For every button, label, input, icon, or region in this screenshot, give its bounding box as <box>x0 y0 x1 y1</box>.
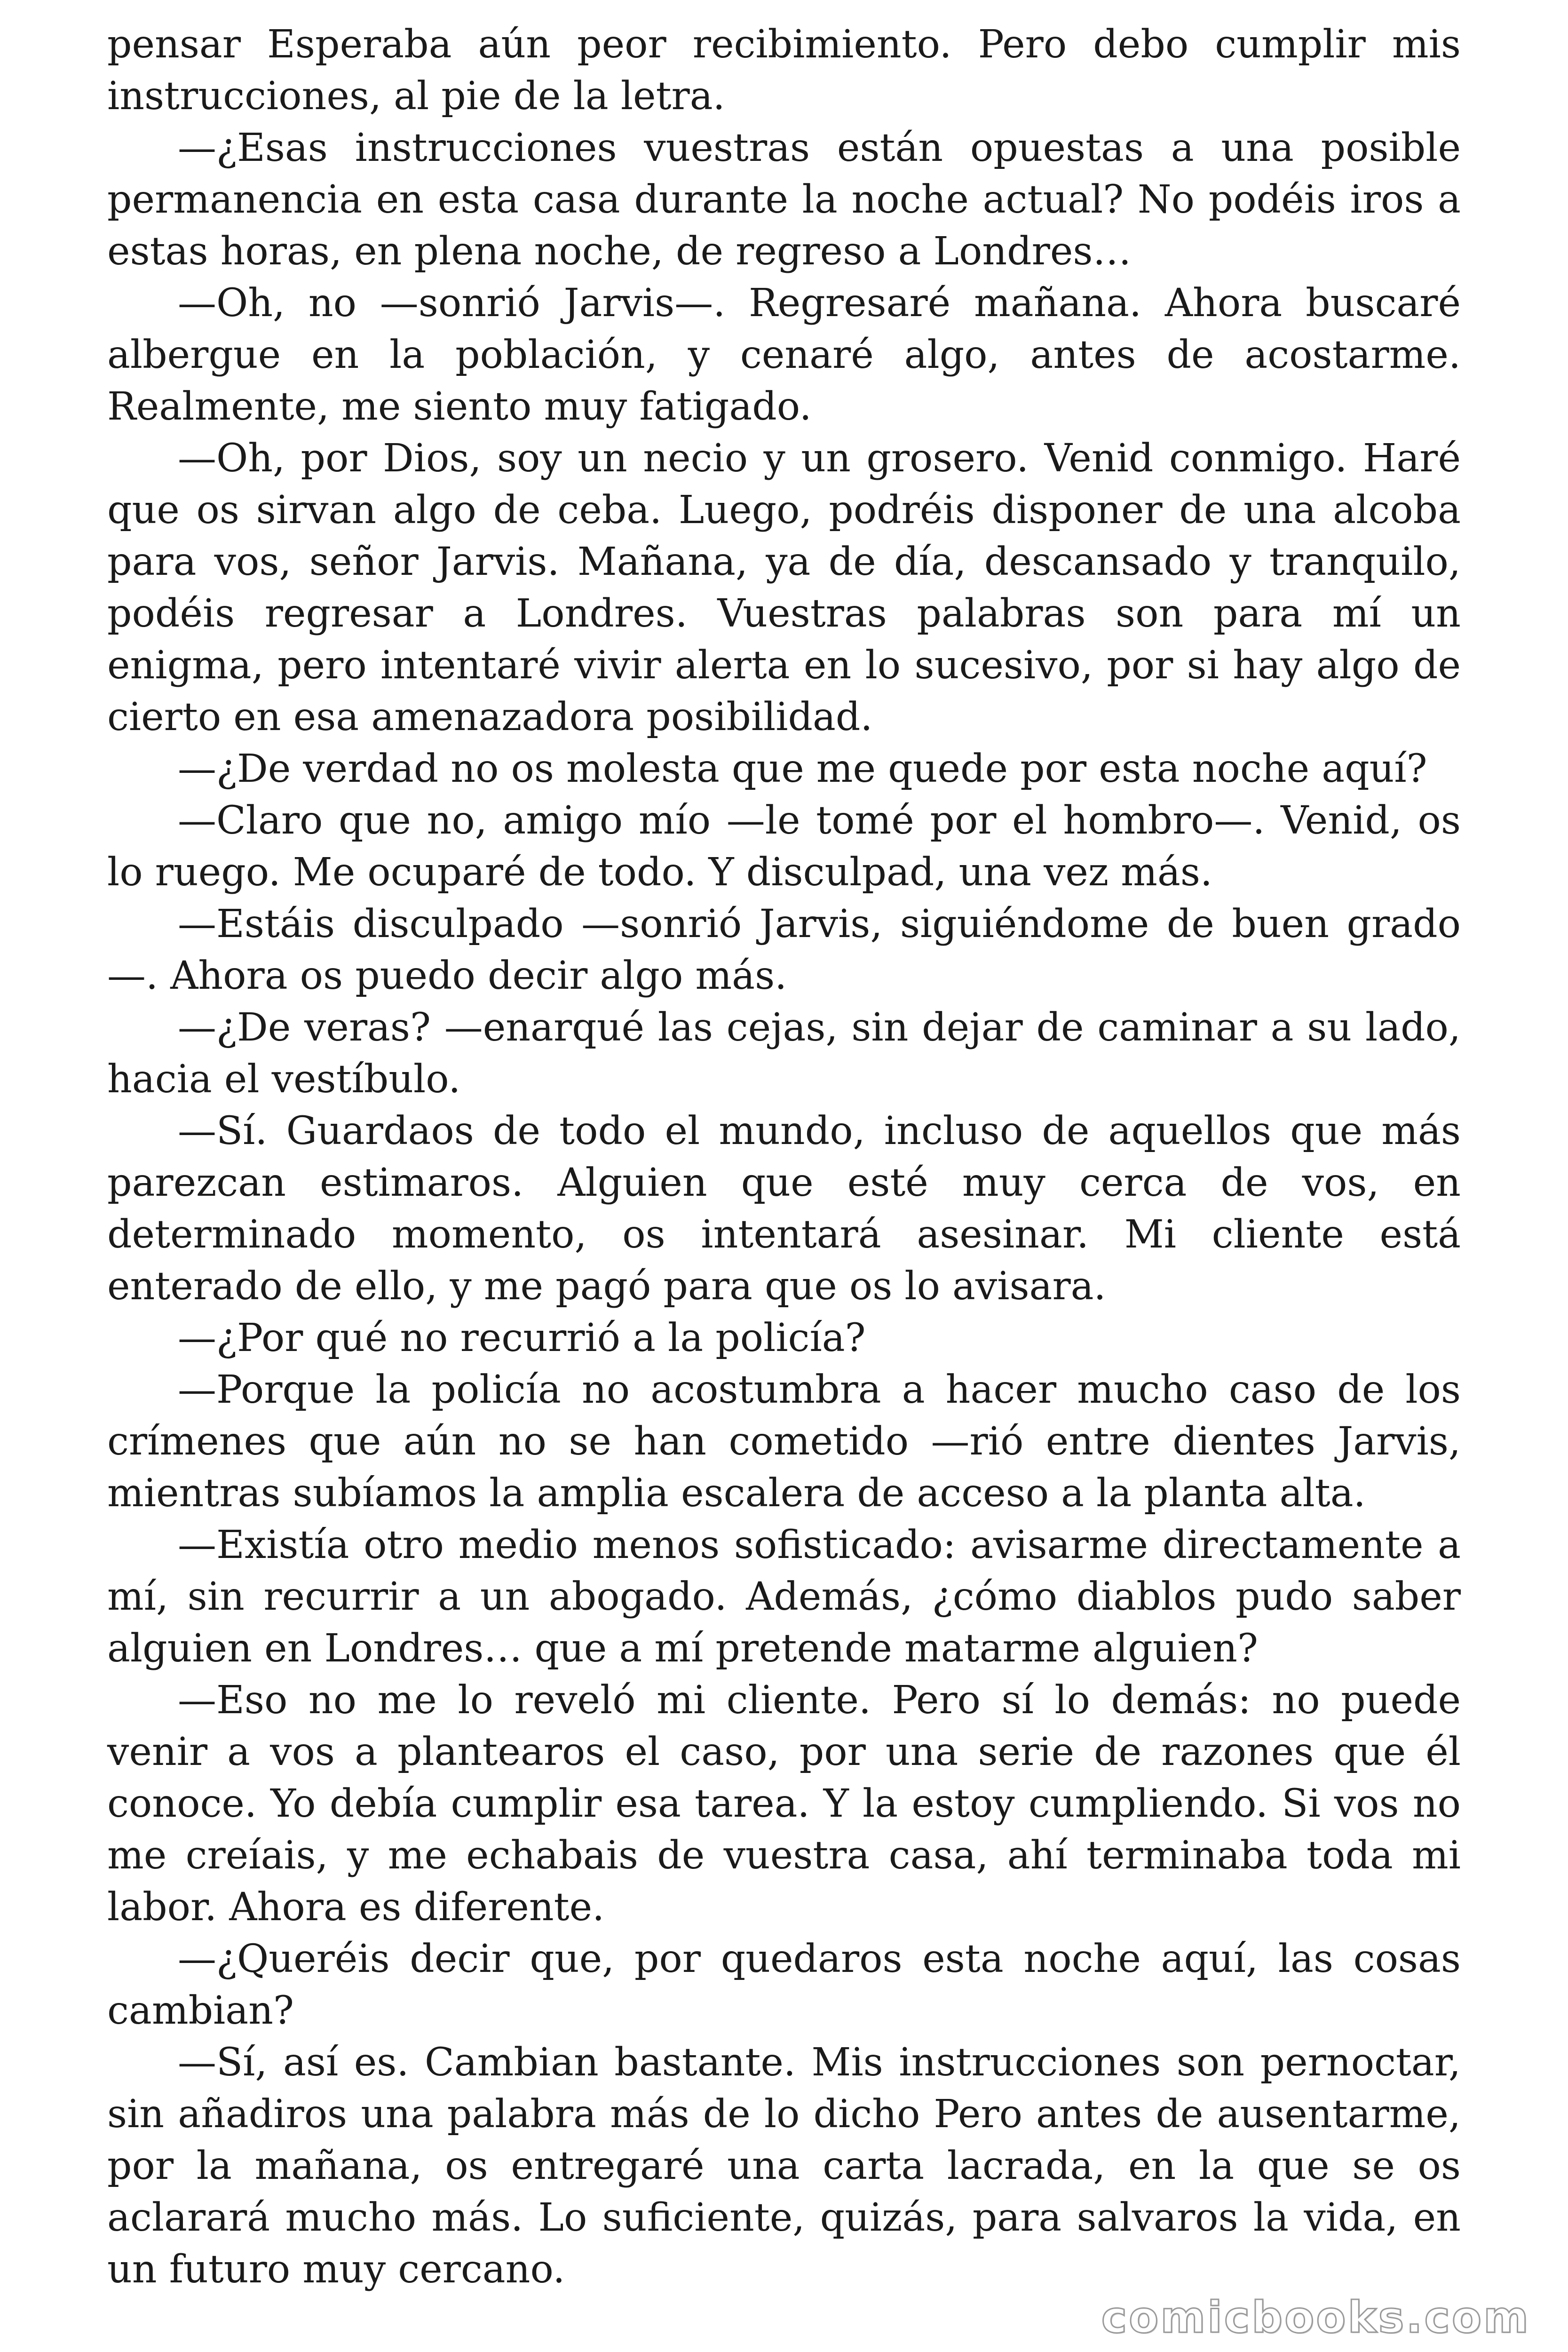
page-text <box>107 19 1461 2296</box>
paragraph: —Claro que no, amigo mío —le tomé por el hombro—. Venid, os lo ruego. Me ocuparé de todo. Y disculpad, una vez más. <box>107 798 1461 895</box>
paragraph: —Porque la policía no acostumbra a hacer mucho caso de los crímenes que aún no se han cometido —rió entre dientes Jarvis, mientras subíamos la amplia escalera de acceso a la planta alta. <box>107 1367 1461 1516</box>
paragraph: —Sí. Guardaos de todo el mundo, incluso de aquellos que más parezcan estimaros. Alguien que esté muy cerca de vos, en determinado momento, os intentará asesinar. Mi cliente está enterado de ello, y me pagó para que os lo avisara. <box>107 1109 1461 1309</box>
paragraph: —Sí, así es. Cambian bastante. Mis instrucciones son pernoctar, sin añadiros una palabra más de lo dicho Pero antes de ausentarme, por la mañana, os entregaré una carta lacrada, en la que se os aclarará mucho más. Lo suficiente, quizás, para salvaros la vida, en un futuro muy cercano. <box>107 2040 1461 2292</box>
paragraph: —Existía otro medio menos sofisticado: avisarme directamente a mí, sin recurrir a un abogado. Además, ¿cómo diablos pudo saber alguien en Londres… que a mí pretende matarme alguien? <box>107 1523 1461 1671</box>
paragraph: —¿Esas instrucciones vuestras están opuestas a una posible permanencia en esta casa durante la noche actual? No podéis iros a estas horas, en plena noche, de regreso a Londres… <box>107 126 1461 274</box>
paragraph: —¿Queréis decir que, por quedaros esta noche aquí, las cosas cambian? <box>107 1937 1461 2033</box>
paragraph: pensar Esperaba aún peor recibimiento. Pero debo cumplir mis instrucciones, al pie de la letra. <box>107 22 1461 119</box>
paragraph: —Oh, no —sonrió Jarvis—. Regresaré mañana. Ahora buscaré albergue en la población, y cenaré algo, antes de acostarme. Realmente, me siento muy fatigado. <box>107 281 1461 429</box>
paragraph: —Eso no me lo reveló mi cliente. Pero sí lo demás: no puede venir a vos a plantearos el caso, por una serie de razones que él conoce. Yo debía cumplir esa tarea. Y la estoy cumpliendo. Si vos no me creíais, y me echabais de vuestra casa, ahí terminaba toda mi labor. Ahora es diferente. <box>107 1678 1461 1930</box>
watermark: comicbooks.com <box>1101 2292 1530 2343</box>
paragraph: —¿De verdad no os molesta que me quede por esta noche aquí? <box>178 747 1427 791</box>
paragraph: —Oh, por Dios, soy un necio y un grosero. Venid conmigo. Haré que os sirvan algo de ceba. Luego, podréis disponer de una alcoba para vos, señor Jarvis. Mañana, ya de día, descansado y tranquilo, podéis regresar a Londres. Vuestras palabras son para mí un enigma, pero intentaré vivir alerta en lo sucesivo, por si hay algo de cierto en esa amenazadora posibilidad. <box>107 436 1461 739</box>
paragraph: —¿De veras? —enarqué las cejas, sin dejar de caminar a su lado, hacia el vestíbulo. <box>107 1005 1461 1102</box>
paragraph: —Estáis disculpado —sonrió Jarvis, siguiéndome de buen grado—. Ahora os puedo decir algo más. <box>107 902 1461 998</box>
paragraph: —¿Por qué no recurrió a la policía? <box>178 1316 866 1360</box>
